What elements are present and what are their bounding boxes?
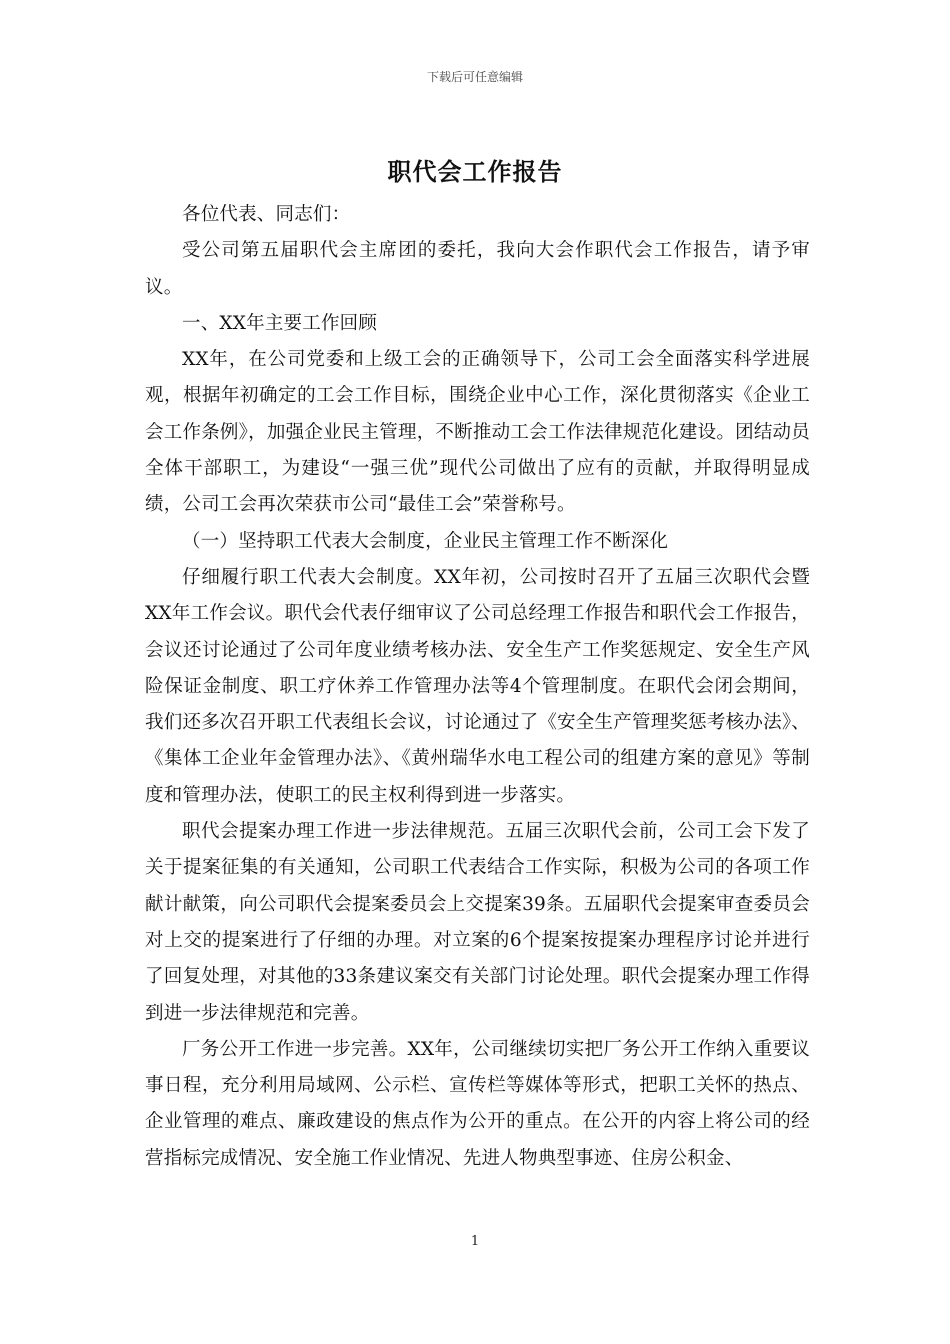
salutation: 各位代表、同志们： [182, 204, 351, 225]
document-body [145, 197, 810, 1177]
page-header-note: 下载后可任意编辑 [426, 70, 523, 84]
page-number: 1 [470, 1234, 480, 1249]
document-title: 职代会工作报告 [387, 157, 563, 186]
section-heading: 一、XX年主要工作回顾 [182, 312, 378, 334]
body-paragraph: 仔细履行职工代表大会制度。XX年初，公司按时召开了五届三次职代会暨XX年工作会议。职代会代表仔细审议了公司总经理工作报告和职代会工作报告，会议还讨论通过了公司年度业绩考核办法、安全生产工作奖惩规定、安全生产风险保证金制度、职工疗休养工作管理办法等4个管理制度。在职代会闭会期间，我们还多次召开职工代表组长会议，讨论通过了《安全生产管理奖惩考核办法》、《集体工企业年金管理办法》、《黄州瑞华水电工程公司的组建方案的意见》等制度和管理办法，使职工的民主权利得到进一步落实。 [145, 566, 810, 806]
body-paragraph: XX年，在公司党委和上级工会的正确领导下，公司工会全面落实科学进展观，根据年初确定的工会工作目标，围绕企业中心工作，深化贯彻落实《企业工会工作条例》，加强企业民主管理，不断推动工会工作法律规范化建设。团结动员全体干部职工，为建设“一强三优”现代公司做出了应有的贡献，并取得明显成绩，公司工会再次荣获市公司“最佳工会”荣誉称号。 [145, 349, 810, 516]
body-paragraph: 职代会提案办理工作进一步法律规范。五届三次职代会前，公司工会下发了关于提案征集的有关通知，公司职工代表结合工作实际，积极为公司的各项工作献计献策，向公司职代会提案委员会上交提案39条。五届职代会提案审查委员会对上交的提案进行了仔细的办理。对立案的6个提案按提案办理程序讨论并进行了回复处理，对其他的33条建议案交有关部门讨论处理。职代会提案办理工作得到进一步法律规范和完善。 [145, 821, 810, 1024]
body-paragraph: 厂务公开工作进一步完善。XX年，公司继续切实把厂务公开工作纳入重要议事日程，充分利用局域网、公示栏、宣传栏等媒体等形式，把职工关怀的热点、企业管理的难点、廉政建设的焦点作为公开的重点。在公开的内容上将公司的经营指标完成情况、安全施工作业情况、先进人物典型事迹、住房公积金、 [145, 1038, 810, 1169]
intro-paragraph: 受公司第五届职代会主席团的委托，我向大会作职代会工作报告，请予审议。 [145, 240, 810, 298]
subsection-heading: （一）坚持职工代表大会制度，企业民主管理工作不断深化 [182, 530, 669, 552]
